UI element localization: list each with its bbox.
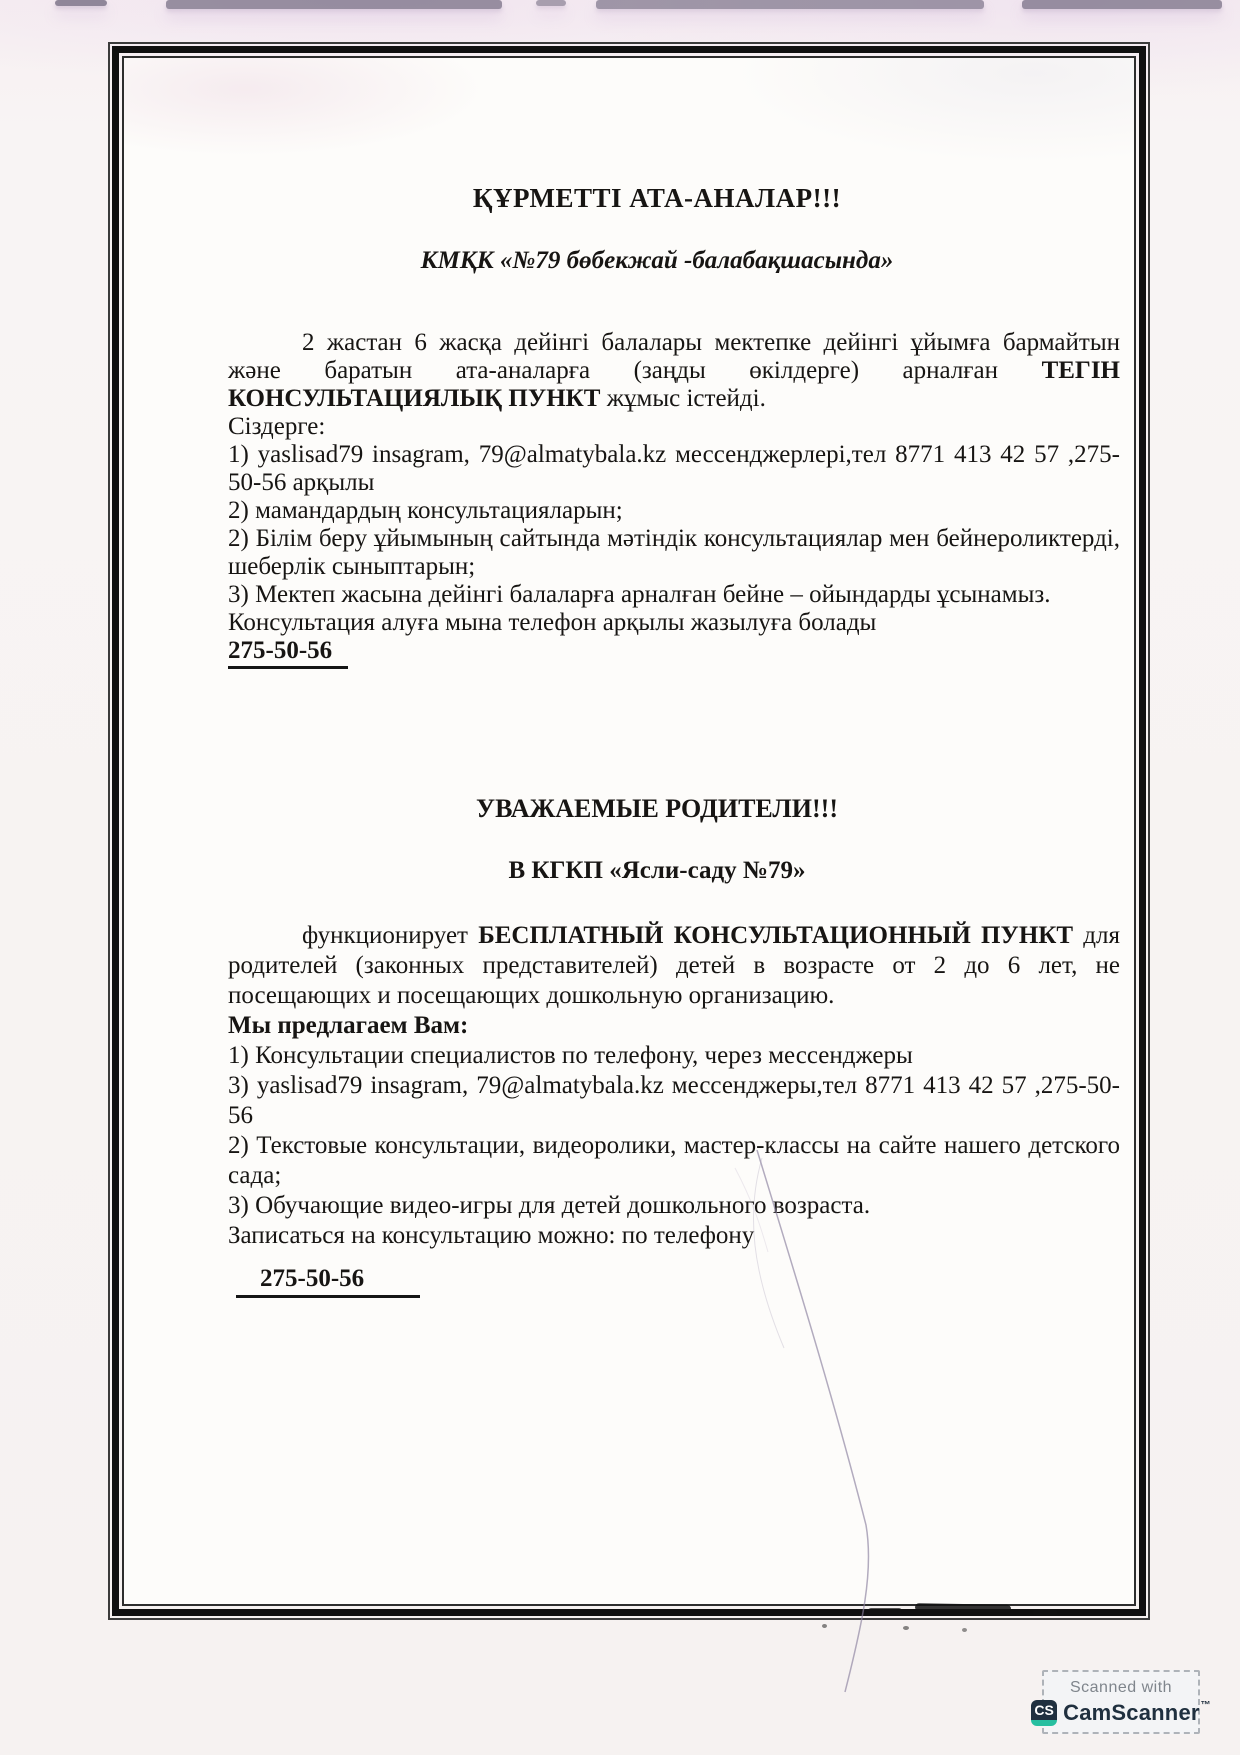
- ru-intro-bold-run: БЕСПЛАТНЫЙ КОНСУЛЬТАЦИОННЫЙ ПУНКТ: [478, 922, 1074, 949]
- kk-phone-number: 275-50-56: [228, 637, 348, 669]
- ink-smudge: [915, 1603, 1011, 1613]
- kk-booking-line: Консультация алуға мына телефон арқылы жазылуға болады: [228, 609, 877, 636]
- ru-item-4: 3) Обучающие видео-игры для детей дошкольного возраста.: [228, 1192, 871, 1219]
- kk-intro-tail: жұмыс істейді.: [600, 385, 766, 412]
- scanned-with-label: Scanned with: [1069, 1678, 1173, 1696]
- ink-smudge: [1032, 1610, 1058, 1615]
- scan-smear: [55, 0, 107, 6]
- camscanner-brand-name: [1063, 1701, 1211, 1725]
- kk-item-2: 2) мамандардың консультацияларын;: [228, 497, 623, 524]
- ru-phone-line: [228, 1264, 1120, 1298]
- kk-title: ҚҰРМЕТТІ АТА-АНАЛАР!!!: [472, 183, 842, 213]
- ink-smudge: [868, 1608, 902, 1614]
- ru-item-1: 1) Консультации специалистов по телефону, через мессенджеры: [228, 1042, 913, 1069]
- kk-intro-paragraph: [228, 329, 1120, 413]
- kk-item-3: 2) Білім беру ұйымының сайтында мәтіндік консультациялар мен бейнероликтерді, шеберлік сыныптарын;: [228, 525, 1120, 580]
- camscanner-brand-row: [1031, 1700, 1211, 1726]
- brand-text: CamScanner: [1063, 1699, 1200, 1725]
- trademark-symbol: ™: [1200, 1699, 1211, 1711]
- ink-smudge: [903, 1626, 909, 1630]
- kk-item-1: 1) yaslisad79 insagram, 79@almatybala.kz мессенджерлері,тел 8771 413 42 57 ,275-50-56 арқылы: [228, 441, 1120, 496]
- kk-subtitle: КМҚК «№79 бөбекжай -балабақшасында»: [420, 247, 894, 274]
- kk-item-4: 3) Мектеп жасына дейінгі балаларға арналған бейне – ойындарды ұсынамыз.: [228, 581, 1051, 608]
- camscanner-watermark: [1034, 1670, 1211, 1734]
- ru-intro-tail: для родителей (законных представителей) детей в возрасте от 2 до 6 лет, не посещающих и посещающих дошкольную организацию.: [228, 922, 1120, 1009]
- kk-phone-line: [228, 637, 1120, 669]
- ru-item-2: 3) yaslisad79 insagram, 79@almatybala.kz мессенджеры,тел 8771 413 42 57 ,275-50-56: [228, 1072, 1120, 1129]
- ru-subtitle: В КГКП «Ясли-саду №79»: [508, 857, 806, 884]
- ink-smudge: [962, 1628, 967, 1632]
- ru-intro-paragraph: [228, 921, 1120, 1011]
- kk-intro-bold-run: ТЕГІН КОНСУЛЬТАЦИЯЛЫҚ ПУНКТ: [228, 357, 1120, 412]
- ru-offer-lead: Мы предлагаем Вам:: [228, 1012, 469, 1039]
- ru-phone-number: 275-50-56: [236, 1264, 420, 1298]
- camscanner-logo-icon: CS: [1031, 1700, 1057, 1726]
- ru-booking-line: Записаться на консультацию можно: по телефону: [228, 1222, 755, 1249]
- kk-offer-lead: Сіздерге:: [228, 413, 326, 440]
- document-content: [228, 0, 1120, 1298]
- ru-intro-text: функционирует: [302, 922, 479, 949]
- ru-item-3: 2) Текстовые консультации, видеоролики, мастер-классы на сайте нашего детского сада;: [228, 1132, 1120, 1189]
- ink-smudge: [822, 1624, 827, 1628]
- kk-intro-text: 2 жастан 6 жасқа дейінгі балалары мектепке дейінгі ұйымға бармайтын және баратын ата-аналарға (заңды өкілдерге) арналған: [228, 329, 1120, 384]
- ru-title: УВАЖАЕМЫЕ РОДИТЕЛИ!!!: [476, 794, 838, 823]
